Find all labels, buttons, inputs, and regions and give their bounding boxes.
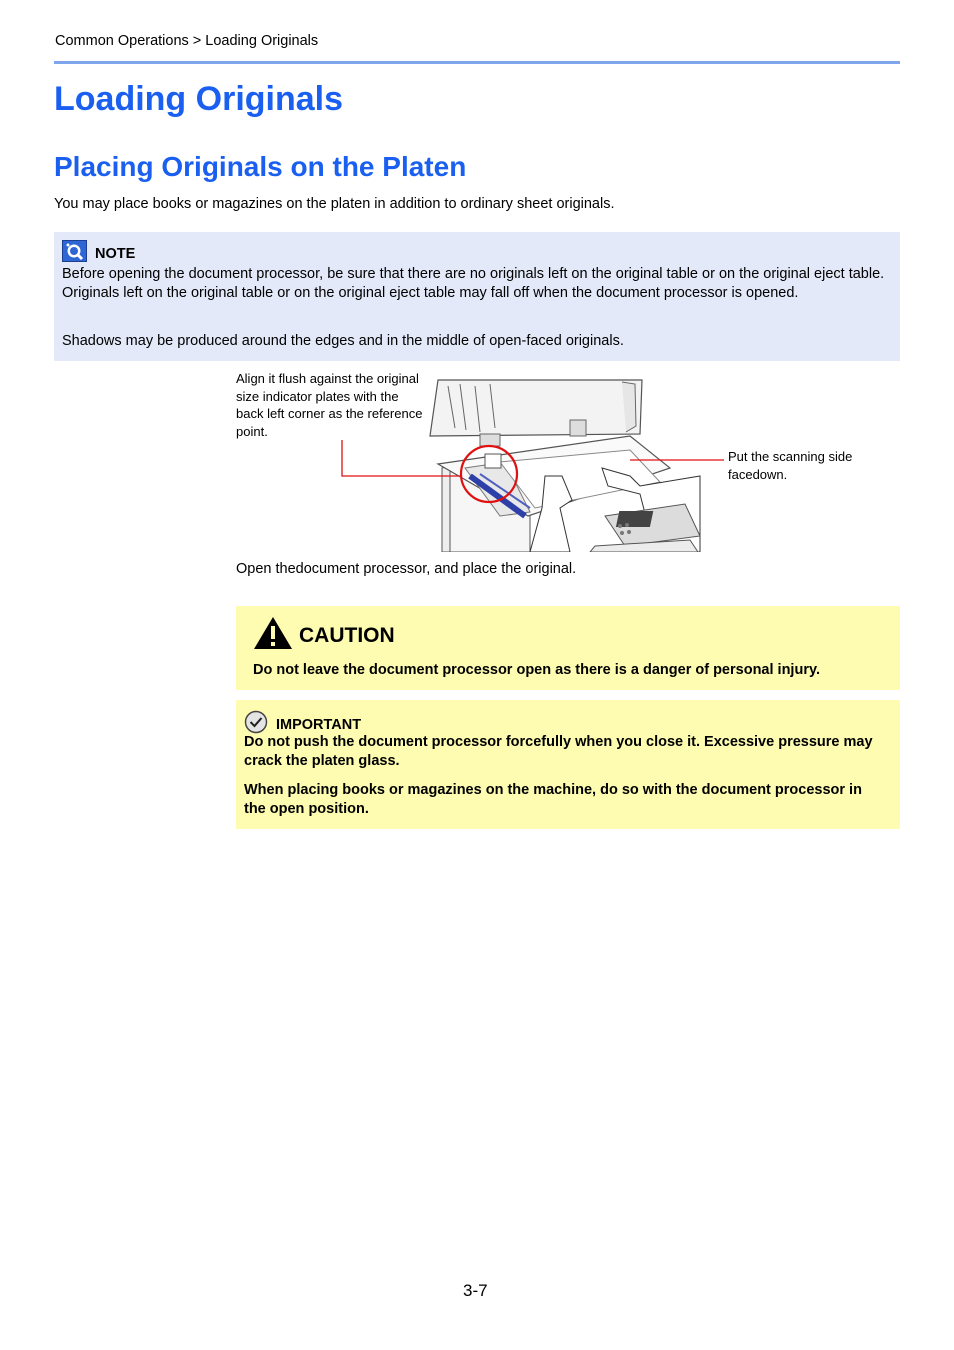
note-box xyxy=(54,232,900,361)
page-number: 3-7 xyxy=(463,1281,488,1300)
breadcrumb[interactable]: Common Operations > Loading Originals xyxy=(55,33,319,49)
note-paragraph: Before opening the document processor, be sure that there are no originals left on the original table or on the original eject table. Originals left on the original table or on the original eject table may fall off when the document processor is opened. xyxy=(62,266,885,301)
note-paragraph: Shadows may be produced around the edges and in the middle of open-faced originals. xyxy=(62,333,624,349)
figure-left-callout: Align it flush against the original size indicator plates with the back left corner as the reference point. xyxy=(236,371,423,439)
important-paragraph: When placing books or magazines on the machine, do so with the document processor in the open position. xyxy=(244,782,862,817)
section-title: Placing Originals on the Platen xyxy=(54,151,467,182)
platen-illustration xyxy=(330,376,730,552)
important-paragraph: Do not push the document processor forcefully when you close it. Excessive pressure may crack the platen glass. xyxy=(244,734,873,769)
caution-text: Do not leave the document processor open as there is a danger of personal injury. xyxy=(253,662,820,678)
caution-title: CAUTION xyxy=(299,623,395,647)
note-title: NOTE xyxy=(95,245,136,262)
note-header xyxy=(62,240,135,267)
important-title: IMPORTANT xyxy=(276,716,362,733)
warning-icon xyxy=(253,616,293,655)
page-title: Loading Originals xyxy=(54,80,344,118)
figure-caption: Open thedocument processor, and place the original. xyxy=(236,561,577,577)
caution-header xyxy=(253,616,395,655)
figure-right-callout: Put the scanning side facedown. xyxy=(728,449,853,482)
note-icon xyxy=(62,240,87,267)
header-rule xyxy=(54,61,900,64)
caution-box xyxy=(236,606,900,690)
important-box xyxy=(236,700,900,829)
intro-text: You may place books or magazines on the platen in addition to ordinary sheet originals. xyxy=(54,196,615,212)
